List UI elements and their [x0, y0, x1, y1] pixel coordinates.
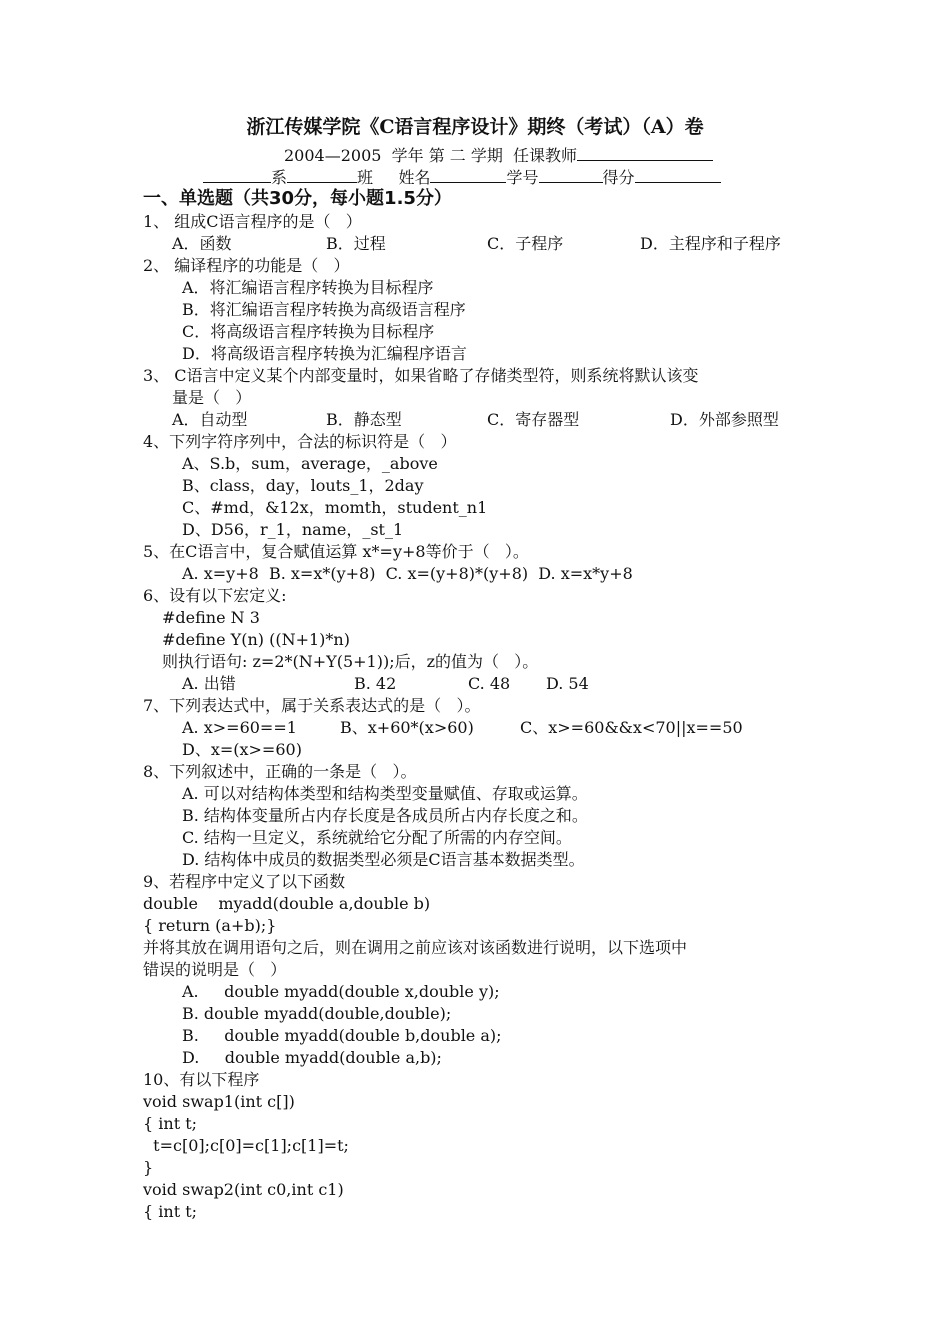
q6-code-define-y: #define Y(n) ((N+1)*n) — [162, 630, 350, 649]
q6-option-b: B. 42 — [354, 674, 397, 693]
q9-code-signature: double myadd(double a,double b) — [143, 894, 431, 913]
q7-stem: 7、下列表达式中，属于关系表达式的是（ ）。 — [143, 696, 481, 715]
dept-blank — [203, 165, 271, 183]
q4-option-d: D、D56，r_1，name，_st_1 — [182, 520, 404, 539]
name-label: 姓名 — [398, 168, 431, 187]
q7-option-b: B、x+60*(x>60) — [340, 718, 474, 737]
term-text: 2004—2005 学年 第 二 学期 任课教师 — [284, 146, 578, 165]
teacher-blank — [577, 143, 713, 161]
q6-option-a: A. 出错 — [182, 674, 236, 693]
q9-option-c: B. double myadd(double b,double a); — [182, 1026, 502, 1045]
q10-stem: 10、有以下程序 — [143, 1070, 260, 1089]
q3-option-c: C．寄存器型 — [487, 410, 580, 429]
q10-code-line6: { int t; — [143, 1202, 198, 1221]
exam-title: 浙江传媒学院《C语言程序设计》期终（考试）（A）卷 — [246, 116, 704, 138]
q7-option-c: C、x>=60&&x<70||x==50 — [520, 718, 743, 737]
dept-label: 系 — [271, 168, 288, 187]
student-no-label: 学号 — [506, 168, 539, 187]
q9-description-line2: 错误的说明是（ ） — [143, 960, 287, 979]
q10-code-line4: } — [143, 1158, 154, 1177]
class-blank — [287, 165, 357, 183]
q9-stem: 9、若程序中定义了以下函数 — [143, 872, 346, 891]
q10-code-line2: { int t; — [143, 1114, 198, 1133]
q9-code-body: { return (a+b);} — [143, 916, 277, 935]
q4-option-c: C、#md，&12x，momth，student_n1 — [182, 498, 488, 517]
student-info-line — [203, 165, 721, 189]
q9-option-b: B. double myadd(double,double); — [182, 1004, 452, 1023]
q4-option-a: A、S.b，sum，average，_above — [182, 454, 438, 473]
q6-option-c: C. 48 — [468, 674, 511, 693]
q4-stem: 4、下列字符序列中，合法的标识符是（ ） — [143, 432, 457, 451]
q8-stem: 8、下列叙述中，正确的一条是（ ）。 — [143, 762, 417, 781]
name-blank — [430, 165, 506, 183]
q3-option-d: D．外部参照型 — [670, 410, 779, 429]
q2-option-d: D．将高级语言程序转换为汇编程序语言 — [182, 344, 467, 363]
q3-stem-line2: 量是（ ） — [172, 388, 252, 407]
q1-option-d: D．主程序和子程序 — [640, 234, 781, 253]
q6-statement: 则执行语句: z=2*(N+Y(5+1));后，z的值为（ ）。 — [162, 652, 539, 671]
q9-option-a: A. double myadd(double x,double y); — [182, 982, 500, 1001]
q3-option-a: A．自动型 — [172, 410, 248, 429]
q10-code-line3: t=c[0];c[0]=c[1];c[1]=t; — [143, 1136, 349, 1155]
q1-option-b: B．过程 — [326, 234, 386, 253]
q6-stem: 6、设有以下宏定义: — [143, 586, 287, 605]
q7-option-d: D、x=(x>=60) — [182, 740, 302, 759]
class-label: 班 — [357, 168, 374, 187]
q1-option-c: C．子程序 — [487, 234, 564, 253]
q10-code-line1: void swap1(int c[]) — [143, 1092, 295, 1111]
q2-option-b: B．将汇编语言程序转换为高级语言程序 — [182, 300, 466, 319]
q5-options: A. x=y+8 B. x=x*(y+8) C. x=(y+8)*(y+8) D. x=x*y+8 — [182, 564, 633, 583]
q8-option-d: D. 结构体中成员的数据类型必须是C语言基本数据类型。 — [182, 850, 585, 869]
q9-option-d: D. double myadd(double a,b); — [182, 1048, 442, 1067]
q8-option-a: A. 可以对结构体类型和结构类型变量赋值、存取或运算。 — [182, 784, 588, 803]
q2-option-c: C．将高级语言程序转换为目标程序 — [182, 322, 435, 341]
q8-option-c: C. 结构一旦定义，系统就给它分配了所需的内存空间。 — [182, 828, 572, 847]
student-no-blank — [539, 165, 603, 183]
q2-option-a: A．将汇编语言程序转换为目标程序 — [182, 278, 434, 297]
q10-code-line5: void swap2(int c0,int c1) — [143, 1180, 344, 1199]
score-blank — [635, 165, 721, 183]
q3-option-b: B．静态型 — [326, 410, 402, 429]
q8-option-b: B. 结构体变量所占内存长度是各成员所占内存长度之和。 — [182, 806, 588, 825]
q6-option-d: D. 54 — [546, 674, 589, 693]
q7-option-a: A. x>=60==1 — [182, 718, 297, 737]
q1-option-a: A．函数 — [172, 234, 232, 253]
q9-description-line1: 并将其放在调用语句之后，则在调用之前应该对该函数进行说明，以下选项中 — [143, 938, 688, 957]
section-heading: 一、单选题（共30分，每小题1.5分） — [143, 188, 452, 209]
score-label: 得分 — [602, 168, 635, 187]
q4-option-b: B、class，day，louts_1，2day — [182, 476, 424, 495]
q5-stem: 5、在C语言中，复合赋值运算 x*=y+8等价于（ ）。 — [143, 542, 529, 561]
q2-stem: 2、 编译程序的功能是（ ） — [143, 256, 350, 275]
term-line — [284, 143, 713, 167]
q6-code-define-n: #define N 3 — [162, 608, 260, 627]
q1-stem: 1、 组成C语言程序的是（ ） — [143, 212, 362, 231]
q3-stem-line1: 3、 C语言中定义某个内部变量时，如果省略了存储类型符，则系统将默认该变 — [143, 366, 699, 385]
